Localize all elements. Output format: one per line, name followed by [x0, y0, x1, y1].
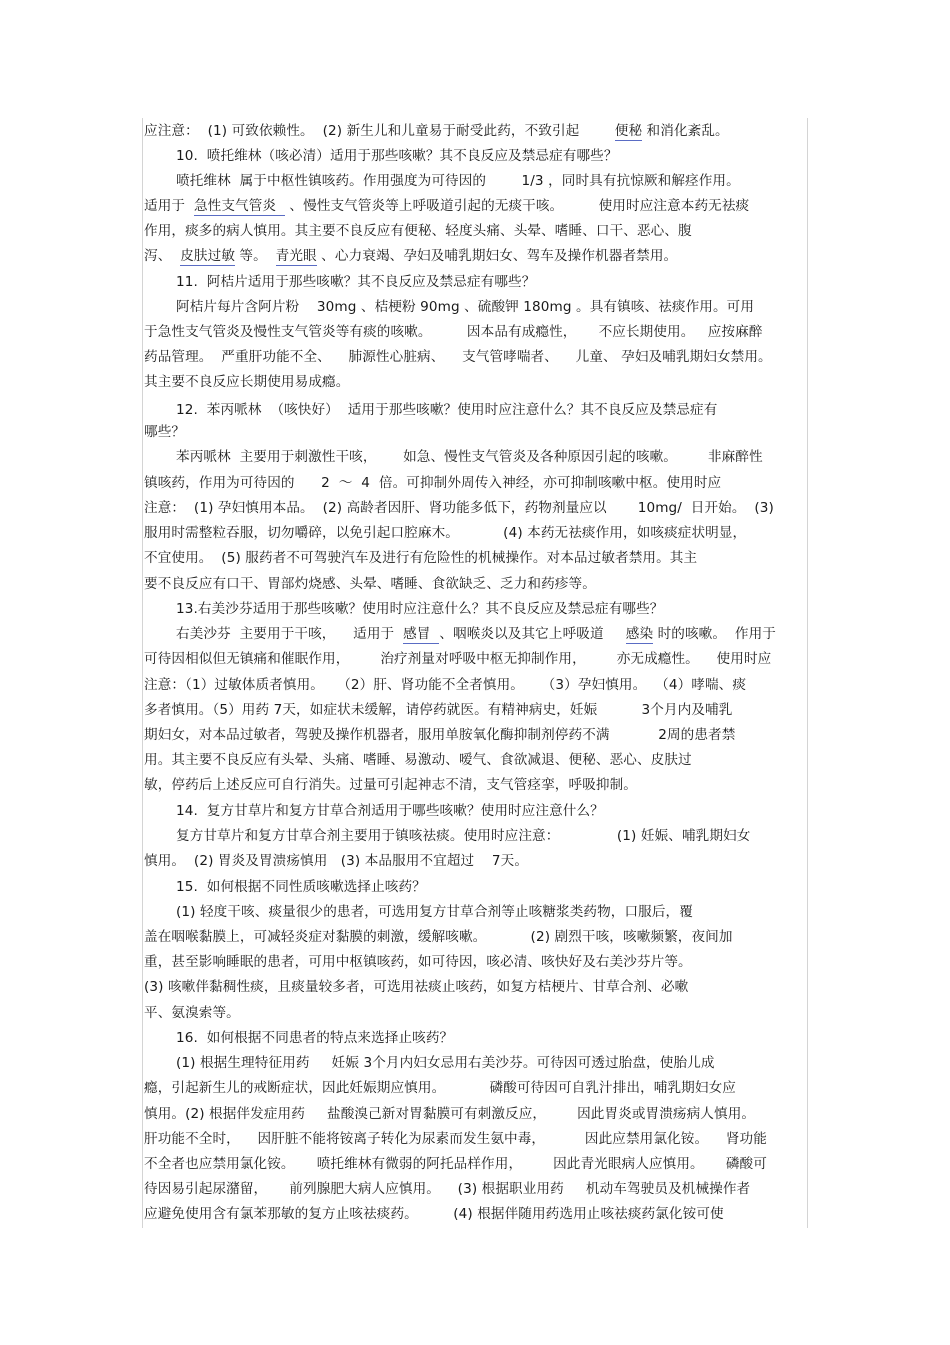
text-line: 药品管理。 严重肝功能不全、 肺源性心脏病、 支气管哮喘者、 儿童、 孕妇及哺乳期妇女禁用。: [144, 349, 772, 365]
text-line: 镇咳药，作用为可待因的 2 ～ 4 倍。可抑制外周传入神经，亦可抑制咳嗽中枢。使用时应: [144, 475, 722, 491]
text-line: 要不良反应有口干、胃部灼烧感、头晕、嗜睡、食欲缺乏、乏力和药疹等。: [144, 576, 596, 592]
text-line: 苯丙哌林 主要用于刺激性干咳， 如急、慢性支气管炎及各种原因引起的咳嗽。 非麻醉性: [176, 449, 763, 465]
underlined-term: 急性支气管炎: [193, 198, 285, 214]
text-line: 阿桔片每片含阿片粉 30mg 、桔梗粉 90mg 、硫酸钾 180mg 。具有镇咳、祛痰作用。可用: [176, 299, 755, 315]
text-line: 复方甘草片和复方甘草合剂主要用于镇咳祛痰。使用时应注意： (1) 妊娠、哺乳期妇女: [176, 828, 751, 844]
question-heading: 13.右美沙芬适用于那些咳嗽？使用时应注意什么？其不良反应及禁忌症有哪些？: [176, 601, 664, 617]
text-line: 慎用。 (2) 胃炎及胃溃疡慎用 (3) 本品服用不宜超过 7天。: [144, 853, 529, 869]
text-line: 平、氨溴索等。: [144, 1005, 240, 1021]
text-line: 注意： (1) 孕妇慎用本品。 (2) 高龄者因肝、肾功能多低下，药物剂量应以 10mg/ 日开始。 (3): [144, 500, 774, 516]
text-line: (1) 轻度干咳、痰量很少的患者，可选用复方甘草合剂等止咳糖浆类药物，口服后，覆: [176, 904, 693, 920]
text-line: 敏，停药后上述反应可自行消失。过量可引起神志不清，支气管痉挛，呼吸抑制。: [144, 777, 637, 793]
text-line: 注意：（1）过敏体质者慎用。 （2）肝、肾功能不全者慎用。 （3）孕妇慎用。 （4）哮喘、痰: [144, 677, 747, 693]
text-line: 应避免使用含有氯苯那敏的复方止咳祛痰药。 (4) 根据伴随用药选用止咳祛痰药氯化铵可使: [144, 1206, 724, 1222]
text-line: 重，甚至影响睡眠的患者，可用中枢镇咳药，如可待因，咳必清、咳快好及右美沙芬片等。: [144, 954, 692, 970]
text-line: 瘾，引起新生儿的戒断症状，因此妊娠期应慎用。 磷酸可待因可自乳汁排出，哺乳期妇女应: [144, 1080, 736, 1096]
underlined-term: 感冒: [403, 626, 440, 642]
text-line: 肝功能不全时， 因肝脏不能将铵离子转化为尿素而发生氨中毒， 因此应禁用氯化铵。 肾功能: [144, 1131, 767, 1147]
text-line: 其主要不良反应长期使用易成瘾。: [144, 374, 350, 390]
text-line: 慎用。(2) 根据伴发症用药 盐酸溴己新对胃黏膜可有刺激反应， 因此胃炎或胃溃疡病人慎用。: [144, 1106, 756, 1122]
text-line: 不宜使用。 (5) 服药者不可驾驶汽车及进行有危险性的机械操作。对本品过敏者禁用。其主: [144, 550, 698, 566]
text-line: 于急性支气管炎及慢性支气管炎等有痰的咳嗽。 因本品有成瘾性， 不应长期使用。 应按麻醉: [144, 324, 763, 340]
question-heading: 10. 喷托维林（咳必清）适用于那些咳嗽？其不良反应及禁忌症有哪些？: [176, 148, 618, 164]
text-line: 待因易引起尿潴留， 前列腺肥大病人应慎用。 (3) 根据职业用药 机动车驾驶员及机械操作者: [144, 1181, 751, 1197]
text-line: 右美沙芬 主要用于干咳， 适用于 感冒 、咽喉炎以及其它上呼吸道 感染 时的咳嗽。 作用于: [176, 626, 776, 642]
text-line: 作用，痰多的病人慎用。其主要不良反应有便秘、轻度头痛、头晕、嗜睡、口干、恶心、腹: [144, 223, 692, 239]
text-line: 应注意： (1) 可致依赖性。 (2) 新生儿和儿童易于耐受此药，不致引起 便秘 和消化紊乱。: [144, 123, 729, 139]
text-line: 泻、 皮肤过敏 等。 青光眼 、心力衰竭、孕妇及哺乳期妇女、驾车及操作机器者禁用。: [144, 248, 678, 264]
text-line: 适用于 急性支气管炎 、慢性支气管炎等上呼吸道引起的无痰干咳。 使用时应注意本药无祛痰: [144, 198, 750, 214]
question-heading: 14. 复方甘草片和复方甘草合剂适用于哪些咳嗽？使用时应注意什么？: [176, 803, 604, 819]
text-line: 期妇女，对本品过敏者，驾驶及操作机器者，服用单胺氧化酶抑制剂停药不满 2周的患者禁: [144, 727, 736, 743]
underlined-term: 青光眼: [275, 248, 317, 264]
question-heading: 12. 苯丙哌林 （咳快好） 适用于那些咳嗽？使用时应注意什么？其不良反应及禁忌症有: [176, 402, 718, 418]
question-heading: 15. 如何根据不同性质咳嗽选择止咳药？: [176, 879, 426, 895]
text-line: 盖在咽喉黏膜上，可减轻炎症对黏膜的刺激，缓解咳嗽。 (2) 剧烈干咳，咳嗽频繁，夜间加: [144, 929, 733, 945]
question-heading: 16. 如何根据不同患者的特点来选择止咳药？: [176, 1030, 454, 1046]
underlined-term: 便秘: [614, 123, 643, 139]
text-line: 不全者也应禁用氯化铵。 喷托维林有微弱的阿托品样作用， 因此青光眼病人应慎用。 磷酸可: [144, 1156, 767, 1172]
text-line: (1) 根据生理特征用药 妊娠 3个月内妇女忌用右美沙芬。可待因可透过胎盘，使胎儿成: [176, 1055, 715, 1071]
question-heading: 哪些？: [144, 424, 186, 440]
text-line: 可待因相似但无镇痛和催眠作用， 治疗剂量对呼吸中枢无抑制作用， 亦无成瘾性。 使用时应: [144, 651, 772, 667]
underlined-term: 感染: [625, 626, 654, 642]
text-line: 多者慎用。（5）用药 7天，如症状未缓解，请停药就医。有精神病史，妊娠 3个月内及哺乳: [144, 702, 733, 718]
question-heading: 11. 阿桔片适用于那些咳嗽？其不良反应及禁忌症有哪些？: [176, 274, 536, 290]
text-line: 服用时需整粒吞服，切勿嚼碎，以免引起口腔麻木。 (4) 本药无祛痰作用，如咳痰症状明显，: [144, 525, 747, 541]
text-line: 喷托维林 属于中枢性镇咳药。作用强度为可待因的 1/3 ，同时具有抗惊厥和解痉作用。: [176, 173, 740, 189]
underlined-term: 皮肤过敏: [180, 248, 236, 264]
text-line: 用。其主要不良反应有头晕、头痛、嗜睡、易激动、嗳气、食欲减退、便秘、恶心、皮肤过: [144, 752, 692, 768]
text-line: (3) 咳嗽伴黏稠性痰，且痰量较多者，可选用祛痰止咳药，如复方桔梗片、甘草合剂、必嗽: [144, 979, 689, 995]
